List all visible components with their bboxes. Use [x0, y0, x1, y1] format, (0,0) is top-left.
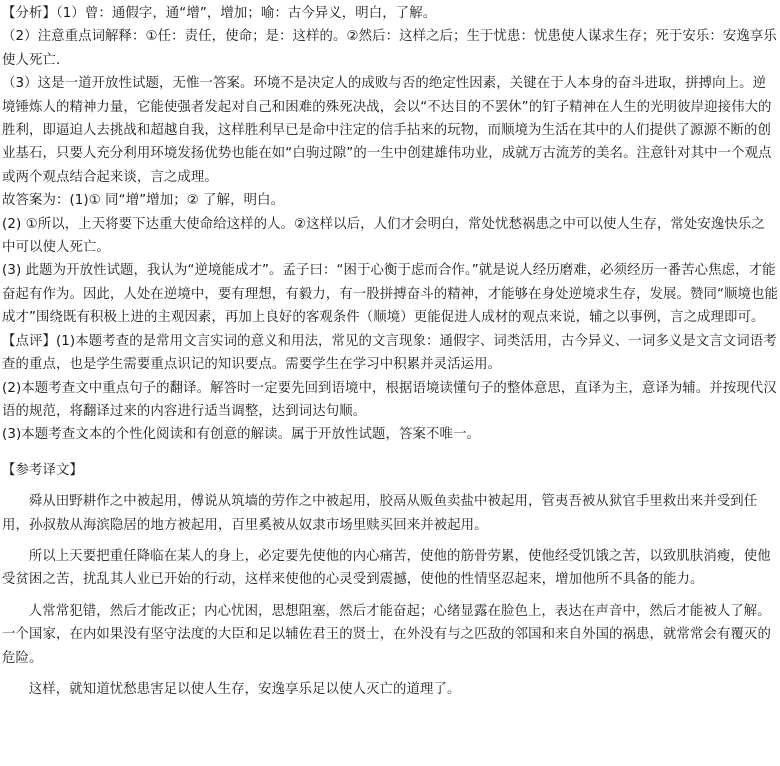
section-spacer [2, 447, 778, 459]
comment-line-1: 【点评】(1)本题考查的是常用文言实词的意义和用法，常见的文言现象：通假字、词类活用，古今异义、一词多义是文言文词语考查的重点，也是学生需要重点识记的知识要点。需要学生在学习中积累并灵活运用。 [2, 333, 777, 373]
comment-line-3: (3)本题考查文本的个性化阅读和有创意的解读。属于开放性试题，答案不唯一。 [2, 427, 480, 443]
analysis-line-2: （2）注意重点词解释：①任：责任，使命；是：这样的。②然后：这样之后；生于忧患：忧患使人谋求生存；死于安乐：安逸享乐使人死亡. [2, 29, 777, 68]
analysis-line-1: 【分析】（1）曾：通假字，通“增”，增加；喻：古今异义，明白，了解。 [2, 6, 437, 21]
answer-part-3: (3) 此题为开放性试题，我认为“逆境能成才”。孟子曰：“困于心衡于虑而合作。”就是说人经历磨难，必须经历一番苦心焦虑，才能奋起有作为。因此，人处在逆境中，要有理想，有毅力，有一股拼搏奋斗的精神，才能够在身处逆境求生存，发展。赞同“顺境也能成才”围绕既有积极上进的主观因素，再加上良好的客观条件（顺境）更能促进人成材的观点来说，辅之以事例，言之成理即可。 [2, 263, 778, 326]
translation-paragraph-2: 所以上天要把重任降临在某人的身上，必定要先使他的内心痛苦，使他的筋骨劳累，使他经受饥饿之苦，以致肌肤消瘦，使他受贫困之苦，扰乱其人业已开始的行动，这样来使他的心灵受到震撼，使他的性情坚忍起来，增加他所不具备的能力。 [2, 548, 771, 588]
heading-spacer [2, 482, 778, 490]
paragraph-spacer [2, 537, 778, 545]
comment-line-2: (2)本题考查文中重点句子的翻译。解答时一定要先回到语境中，根据语境读懂句子的整体意思，直译为主，意译为辅。并按现代汉语的规范，将翻译过来的内容进行适当调整，达到词达句顺。 [2, 380, 777, 419]
paragraph-spacer [2, 670, 778, 678]
answer-heading: 故答案为：(1)① 同“增”增加；② 了解，明白。 [2, 193, 285, 209]
analysis-line-3: （3）这是一道开放性试题，无惟一答案。环境不是决定人的成败与否的绝定性因素，关键在于人本身的奋斗进取，拼搏向上。逆境锤炼人的精神力量，它能使强者发起对自己和困难的殊死决战，会以“不达目的不罢休”的钉子精神在人生的光明彼岸迎接伟大的胜利，即逼迫人去挑战和超越自我，这样胜利早已是命中注定的信手拈来的玩物，而顺境为生活在其中的人们提供了源源不断的创业基石，只要人充分利用环境发扬优势也能在如“白驹过隙”的一生中创建雄伟功业，成就万古流芳的美名。注意针对其中一个观点或两个观点结合起来谈，言之成理。 [2, 76, 772, 185]
translation-paragraph-1: 舜从田野耕作之中被起用，傅说从筑墙的劳作之中被起用，胶鬲从贩鱼卖盐中被起用，管夷吾被从狱官手里救出来并受到任用，孙叔敖从海滨隐居的地方被起用，百里奚被从奴隶市场里赎买回来并被起用。 [2, 494, 758, 533]
paragraph-spacer [2, 592, 778, 600]
translation-paragraph-4: 这样，就知道忧愁患害足以使人生存，安逸享乐足以使人灭亡的道理了。 [28, 681, 461, 697]
translation-paragraph-3: 人常常犯错，然后才能改正；内心忧困，思想阻塞，然后才能奋起；心绪显露在脸色上，表达在声音中，然后才能被人了解。一个国家，在内如果没有坚守法度的大臣和足以辅佐君王的贤士，在外没有与之匹敌的邻国和来自外国的祸患，就常常会有覆灭的危险。 [2, 603, 771, 666]
translation-heading: 【参考译文】 [2, 462, 83, 478]
answer-part-2: (2) ①所以，上天将要下达重大使命给这样的人。②这样以后，人们才会明白，常处忧愁祸患之中可以使人生存，常处安逸快乐之中可以使人死亡。 [2, 216, 765, 256]
